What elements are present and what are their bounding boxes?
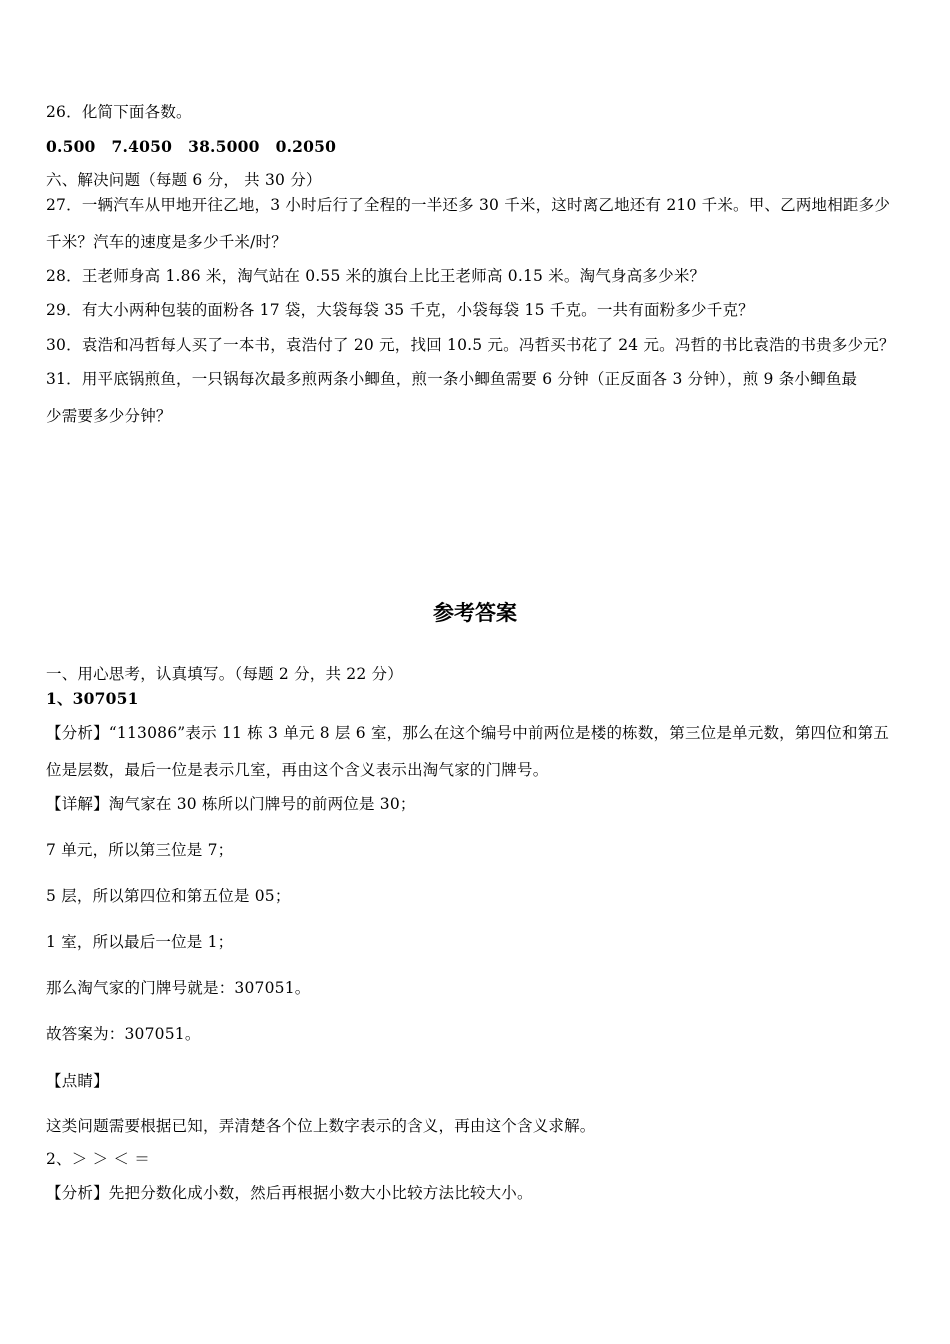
answer-1-conclusion: 故答案为：307051。	[46, 1025, 201, 1043]
question-28: 28．王老师身高 1.86 米，淘气站在 0.55 米的旗台上比王老师高 0.15 米。淘气身高多少米？	[46, 267, 706, 285]
answers-title: 参考答案	[433, 601, 517, 625]
number-2: 7.4050	[111, 137, 173, 156]
answer-1: 1、307051	[46, 689, 139, 708]
answer-2-analysis: 【分析】先把分数化成小数，然后再根据小数大小比较方法比较大小。	[46, 1184, 533, 1202]
answer-2: 2、＞ ＞ ＜ ＝	[46, 1150, 150, 1168]
number-1: 0.500	[46, 137, 96, 156]
question-27-line-1: 27．一辆汽车从甲地开往乙地，3 小时后行了全程的一半还多 30 千米，这时离乙地还有 210 千米。甲、乙两地相距多少	[46, 196, 891, 214]
question-26-numbers	[46, 137, 916, 157]
answer-1-analysis-line-2: 位是层数，最后一位是表示几室，再由这个含义表示出淘气家的门牌号。	[46, 761, 549, 779]
answers-section-1-heading: 一、用心思考，认真填写。（每题 2 分，共 22 分）	[46, 665, 403, 683]
answer-1-step-2: 7 单元，所以第三位是 7；	[46, 841, 234, 859]
question-29: 29．有大小两种包装的面粉各 17 袋，大袋每袋 35 千克，小袋每袋 15 千克。一共有面粉多少千克？	[46, 301, 754, 319]
section-6-heading: 六、解决问题（每题 6 分， 共 30 分）	[46, 171, 322, 189]
number-3: 38.5000	[188, 137, 260, 156]
question-31-line-2: 少需要多少分钟？	[46, 407, 172, 425]
answer-1-comment: 这类问题需要根据已知，弄清楚各个位上数字表示的含义，再由这个含义求解。	[46, 1117, 596, 1135]
answer-1-step-5: 那么淘气家的门牌号就是：307051。	[46, 979, 311, 997]
question-26: 26．化简下面各数。	[46, 103, 192, 121]
answer-1-detail: 【详解】淘气家在 30 栋所以门牌号的前两位是 30；	[46, 795, 416, 813]
number-4: 0.2050	[275, 137, 337, 156]
answer-1-comment-label: 【点睛】	[46, 1072, 109, 1090]
question-30: 30．袁浩和冯哲每人买了一本书，袁浩付了 20 元，找回 10.5 元。冯哲买书花了 24 元。冯哲的书比袁浩的书贵多少元？	[46, 336, 895, 354]
question-27-line-2: 千米？汽车的速度是多少千米/时？	[46, 233, 287, 251]
answer-1-analysis-line-1: 【分析】“113086”表示 11 栋 3 单元 8 层 6 室，那么在这个编号中前两位是楼的栋数，第三位是单元数，第四位和第五	[46, 724, 890, 742]
answer-1-step-3: 5 层，所以第四位和第五位是 05；	[46, 887, 291, 905]
answer-1-step-4: 1 室，所以最后一位是 1；	[46, 933, 234, 951]
question-31-line-1: 31．用平底锅煎鱼，一只锅每次最多煎两条小鲫鱼，煎一条小鲫鱼需要 6 分钟（正反面各 3 分钟），煎 9 条小鲫鱼最	[46, 370, 858, 388]
